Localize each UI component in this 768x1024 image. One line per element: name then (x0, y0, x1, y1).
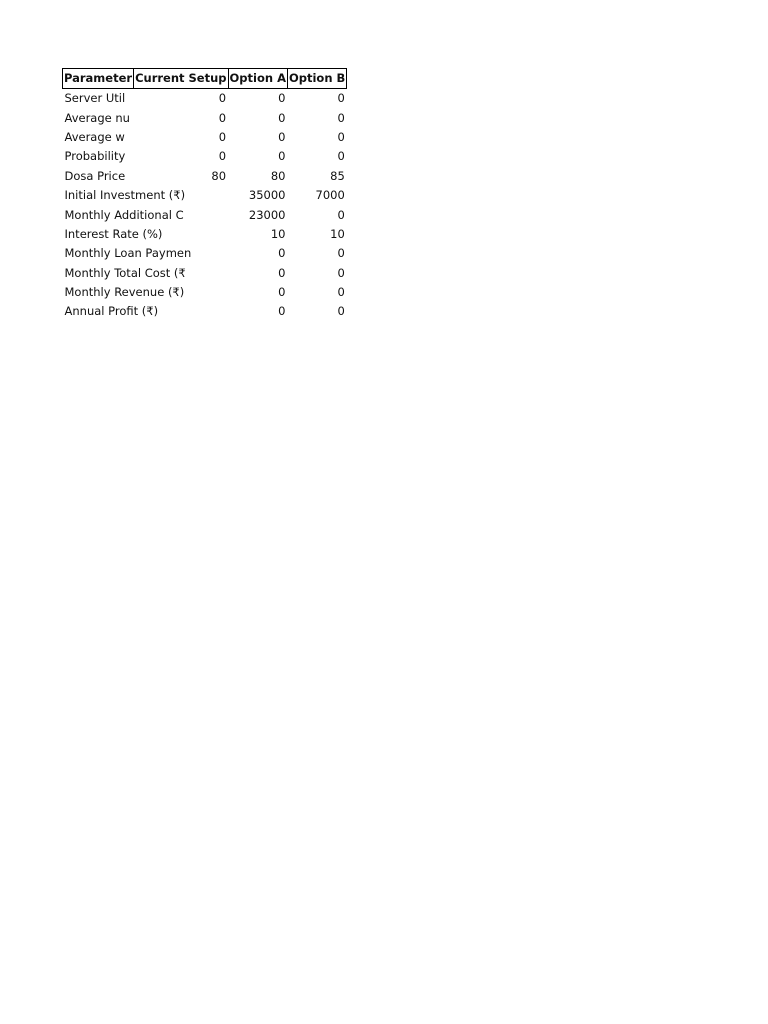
option-a-cell[interactable]: 0 (278, 110, 286, 125)
option-b-cell[interactable]: 0 (337, 91, 345, 106)
table-row (63, 283, 347, 302)
current-setup-cell[interactable]: 0 (218, 129, 227, 144)
option-b-cell[interactable]: 85 (330, 168, 345, 183)
option-a-cell[interactable]: 0 (278, 285, 286, 300)
row-label-cell[interactable]: Annual Profit (₹) (64, 304, 159, 319)
option-a-cell[interactable]: 23000 (248, 207, 286, 222)
option-a-cell[interactable]: 0 (278, 129, 286, 144)
row-label-cell[interactable]: Server Util (64, 91, 126, 106)
option-b-cell[interactable]: 0 (337, 285, 345, 300)
table-row (63, 244, 347, 263)
option-a-cell[interactable]: 0 (278, 91, 286, 106)
current-setup-cell[interactable]: 0 (218, 110, 227, 125)
option-b-cell[interactable]: 0 (337, 149, 345, 164)
option-b-cell[interactable]: 0 (337, 246, 345, 261)
table-row (63, 167, 347, 186)
option-b-cell[interactable]: 0 (337, 110, 345, 125)
option-a-cell[interactable]: 10 (270, 226, 286, 241)
header-row (63, 69, 347, 89)
row-label-cell[interactable]: Interest Rate (%) (64, 226, 163, 241)
option-a-cell[interactable]: 0 (278, 149, 286, 164)
header-cell-option-b[interactable]: Option B (287, 69, 346, 89)
table-row (63, 205, 347, 224)
table-row (63, 186, 347, 205)
option-a-cell[interactable]: 0 (278, 246, 286, 261)
current-setup-cell[interactable]: 80 (211, 168, 227, 183)
option-a-cell[interactable]: 0 (278, 265, 286, 280)
row-label-cell[interactable]: Probability (64, 149, 126, 164)
table-row (63, 128, 347, 147)
table-row (63, 302, 347, 321)
current-setup-cell[interactable]: 0 (218, 149, 227, 164)
option-a-cell[interactable]: 0 (278, 304, 286, 319)
row-label-cell[interactable]: Monthly Additional C (64, 207, 184, 222)
row-label-cell[interactable]: Average w (64, 129, 125, 144)
option-a-cell[interactable]: 80 (270, 168, 286, 183)
table-row (63, 147, 347, 166)
option-b-cell[interactable]: 7000 (315, 188, 345, 203)
spreadsheet-area (62, 68, 347, 322)
option-b-cell[interactable]: 0 (337, 304, 345, 319)
row-label-cell[interactable]: Monthly Total Cost (₹ (64, 265, 186, 280)
row-label-cell[interactable]: Monthly Loan Paymen (64, 246, 192, 261)
table-row (63, 108, 347, 127)
comparison-table (62, 68, 347, 322)
current-setup-cell[interactable]: 0 (218, 91, 227, 106)
row-label-cell[interactable]: Initial Investment (₹) (64, 188, 186, 203)
option-a-cell[interactable]: 35000 (248, 188, 286, 203)
row-label-cell[interactable]: Average nu (64, 110, 130, 125)
table-row (63, 89, 347, 109)
table-row (63, 225, 347, 244)
option-b-cell[interactable]: 0 (337, 265, 345, 280)
table-body (63, 89, 347, 322)
table-row (63, 264, 347, 283)
header-cell-option-a[interactable]: Option A (228, 69, 287, 89)
row-label-cell[interactable]: Dosa Price (64, 168, 126, 183)
header-cell-current-setup[interactable]: Current Setup (134, 69, 228, 89)
option-b-cell[interactable]: 10 (330, 226, 345, 241)
header-cell-parameter[interactable]: Parameter (63, 69, 134, 89)
row-label-cell[interactable]: Monthly Revenue (₹) (64, 285, 185, 300)
option-b-cell[interactable]: 0 (337, 129, 345, 144)
option-b-cell[interactable]: 0 (337, 207, 345, 222)
